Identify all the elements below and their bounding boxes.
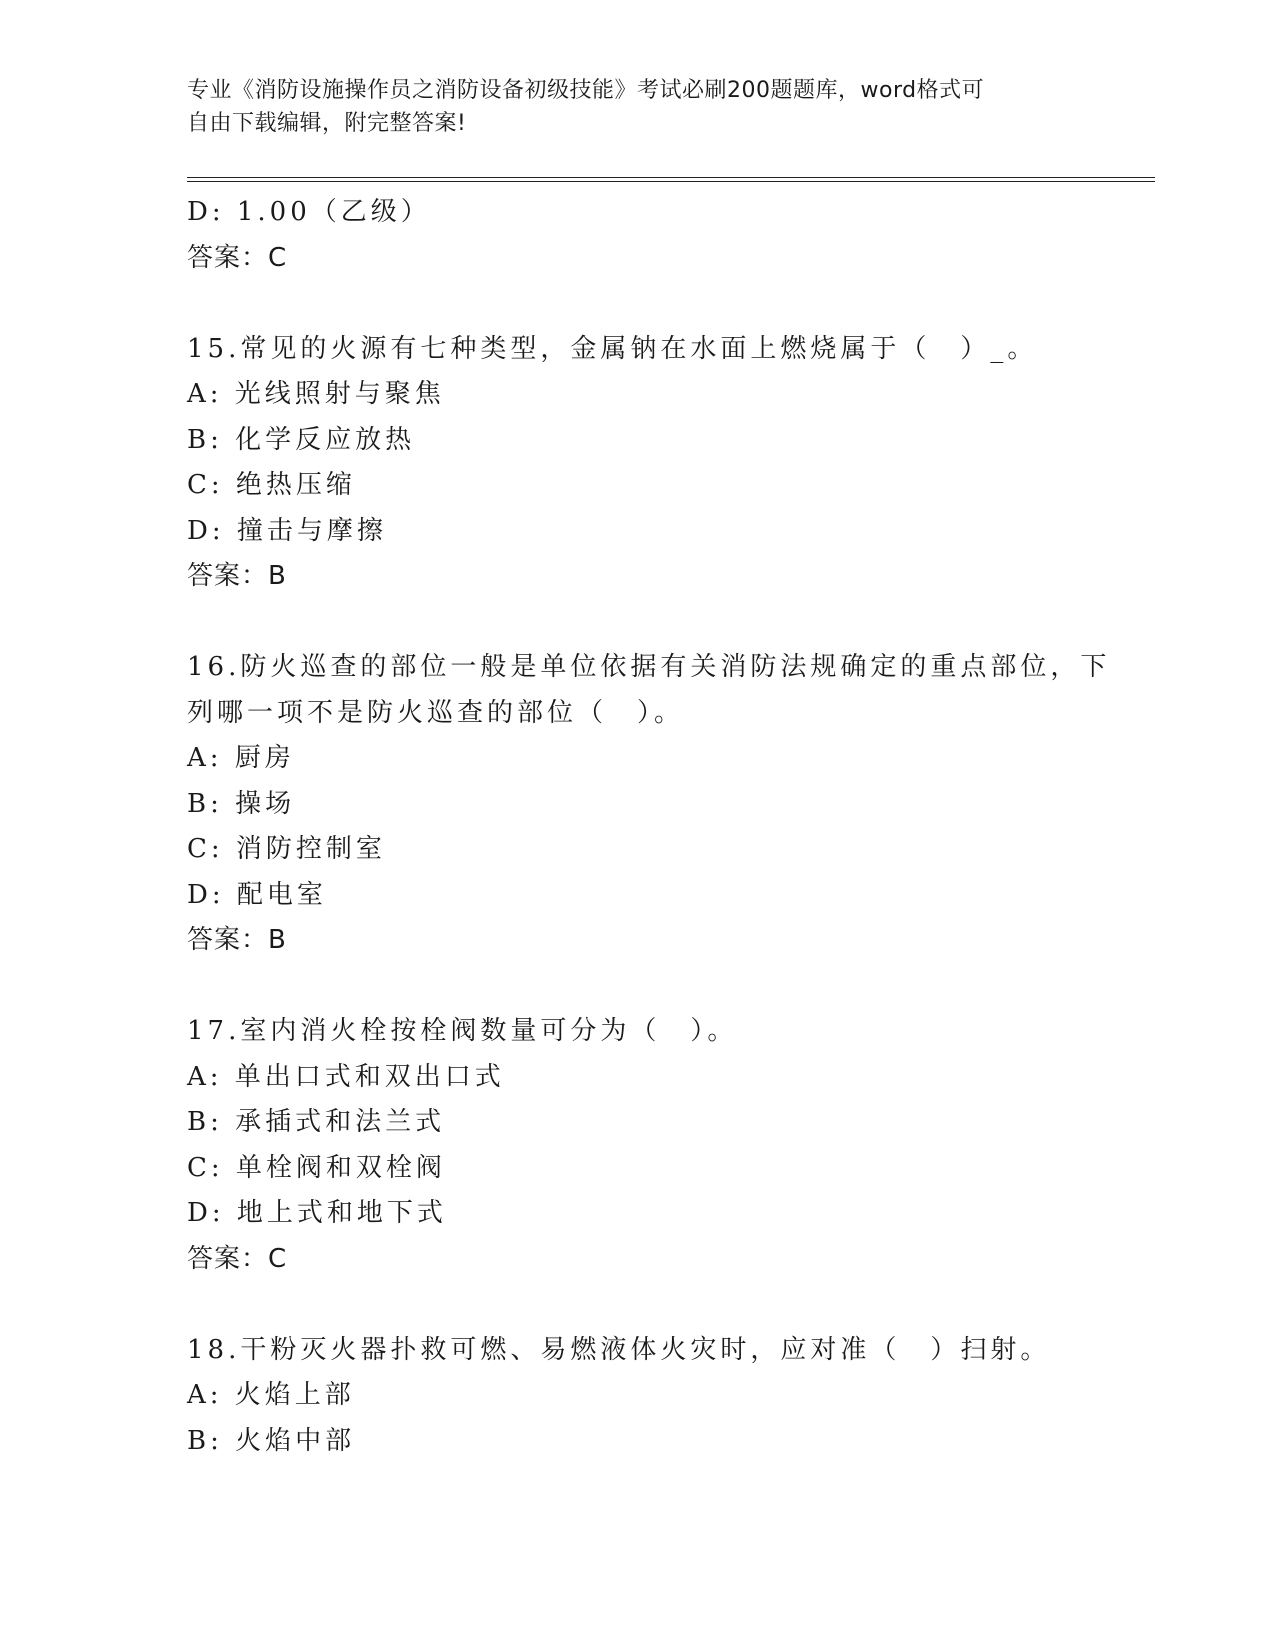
option-b: B: 操场 — [187, 788, 296, 819]
option-b: B: 火焰中部 — [187, 1425, 356, 1456]
question-stem: 17.室内消火栓按栓阀数量可分为（ ）。 — [187, 1016, 738, 1046]
question-stem: 15.常见的火源有七种类型，金属钠在水面上燃烧属于（ ）_。 — [187, 333, 1038, 364]
answer-line: 答案：B — [187, 925, 287, 955]
question-stem: 18.干粉灭火器扑救可燃、易燃液体火灾时，应对准（ ）扫射。 — [187, 1334, 1051, 1365]
option-c: C: 消防控制室 — [187, 834, 386, 864]
option-d: D: 撞击与摩擦 — [187, 515, 387, 546]
option-c: C: 单栓阀和双栓阀 — [187, 1152, 446, 1183]
header-title-line-2: 自由下载编辑，附完整答案! — [187, 111, 467, 136]
question-stem-line-1: 16.防火巡查的部位一般是单位依据有关消防法规确定的重点部位，下 — [187, 652, 1111, 682]
document-header — [187, 74, 1067, 140]
question-17 — [187, 1009, 1087, 1282]
header-title-line-1: 专业《消防设施操作员之消防设备初级技能》考试必刷200题题库，word格式可 — [187, 78, 985, 103]
answer-line: 答案：B — [187, 561, 287, 591]
question-stem-line-2: 列哪一项不是防火巡查的部位（ ）。 — [187, 697, 685, 728]
question-14-tail — [187, 190, 1087, 281]
answer-line: 答案：C — [187, 242, 288, 273]
option-d: D: 地上式和地下式 — [187, 1198, 447, 1228]
spacer — [187, 600, 1087, 646]
option-d: D: 配电室 — [187, 879, 327, 910]
question-list — [187, 190, 1111, 1464]
option-b: B: 化学反应放热 — [187, 424, 416, 455]
question-18 — [187, 1328, 1087, 1465]
spacer — [187, 281, 1087, 327]
header-divider — [187, 177, 1155, 182]
question-16 — [187, 645, 1111, 964]
question-15 — [187, 327, 1087, 600]
answer-line: 答案：C — [187, 1243, 288, 1274]
option-a: A: 火焰上部 — [187, 1380, 355, 1410]
spacer — [187, 1282, 1087, 1328]
option-c: C: 绝热压缩 — [187, 470, 356, 500]
option-a: A: 厨房 — [187, 743, 295, 773]
option-b: B: 承插式和法兰式 — [187, 1107, 446, 1137]
option-d: D: 1.00（乙级） — [187, 197, 431, 227]
spacer — [187, 964, 1087, 1010]
option-a: A: 光线照射与聚焦 — [187, 379, 445, 409]
option-a: A: 单出口式和双出口式 — [187, 1061, 505, 1092]
